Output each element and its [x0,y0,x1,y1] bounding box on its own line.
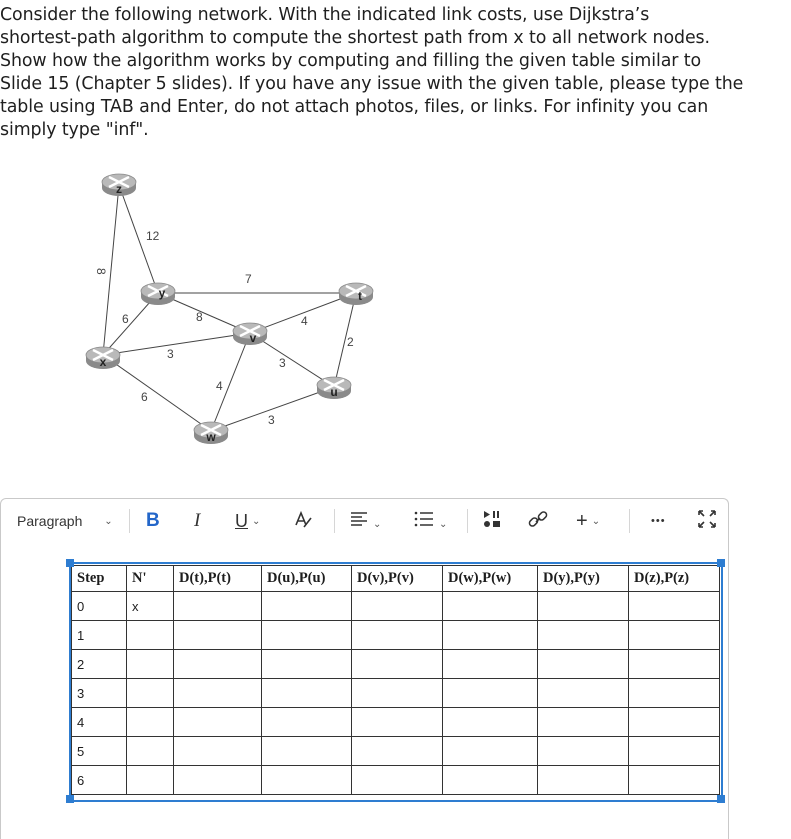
header-step: Step [72,566,127,592]
header-u: D(u),P(u) [262,566,352,592]
n-prime-cell[interactable] [127,621,174,650]
bulleted-list-icon [413,509,435,529]
table-cell[interactable] [352,679,443,708]
align-button[interactable] [349,509,381,533]
toolbar-divider [334,509,335,533]
question-line: Consider the following network. With the indicated link costs, use Dijkstra’s [0,5,650,25]
table-row [72,592,720,621]
table-cell[interactable] [629,766,720,795]
insert-media-button[interactable] [482,509,504,533]
table-cell[interactable] [538,650,629,679]
table-cell[interactable] [629,679,720,708]
table-cell[interactable] [538,737,629,766]
step-cell[interactable]: 4 [72,708,127,737]
table-row [72,737,720,766]
table-cell[interactable] [443,621,538,650]
dijkstra-table[interactable] [71,565,720,795]
node-label-z: z [116,182,122,196]
header-z: D(z),P(z) [629,566,720,592]
plus-icon: + [576,510,588,532]
node-label-v: v [249,331,257,345]
resize-handle-top-right[interactable] [717,559,725,567]
table-cell[interactable] [629,708,720,737]
node-label-y: y [158,286,166,300]
cost-y-t: 7 [245,272,252,286]
router-z-icon [102,174,136,196]
chevron-down-icon: ⌄ [252,516,261,528]
table-cell[interactable] [443,592,538,621]
insert-link-button[interactable] [527,509,549,533]
italic-button[interactable]: I [194,510,201,531]
list-button[interactable] [413,509,447,533]
link-icon [527,509,549,529]
underline-button[interactable] [235,509,260,533]
header-y: D(y),P(y) [538,566,629,592]
editor-toolbar [1,499,728,543]
node-label-t: t [358,289,362,303]
step-cell[interactable]: 3 [72,679,127,708]
step-cell[interactable]: 1 [72,621,127,650]
router-w-icon [194,422,228,444]
table-cell[interactable] [174,621,262,650]
link-x-w [103,355,211,431]
cost-z-x: 8 [94,268,108,275]
table-cell[interactable] [262,708,352,737]
table-cell[interactable] [352,650,443,679]
table-cell[interactable] [538,708,629,737]
bold-button[interactable]: B [146,510,160,531]
node-label-w: w [206,430,216,444]
table-cell[interactable] [629,592,720,621]
n-prime-cell[interactable] [127,766,174,795]
question-line: shortest-path algorithm to compute the shortest path from x to all network nodes. [0,28,710,48]
table-cell[interactable] [629,650,720,679]
header-v: D(v),P(v) [352,566,443,592]
table-cell[interactable] [538,679,629,708]
node-label-u: u [330,385,338,399]
resize-handle-bottom-left[interactable] [66,795,74,803]
table-cell[interactable] [443,708,538,737]
step-cell[interactable]: 6 [72,766,127,795]
cost-t-u: 2 [347,335,354,349]
question-line: Slide 15 (Chapter 5 slides). If you have any issue with the given table, please type the [0,74,744,94]
cost-y-v: 8 [196,310,203,324]
table-row [72,766,720,795]
router-u-icon [317,377,351,399]
cost-x-y: 6 [122,312,129,326]
chevron-down-icon: ⌄ [439,519,448,531]
table-cell[interactable] [629,621,720,650]
step-cell[interactable]: 5 [72,737,127,766]
toolbar-divider [467,509,468,533]
table-cell[interactable] [538,592,629,621]
question-line: Show how the algorithm works by computing and filling the given table similar to [0,51,701,71]
media-icon [482,509,504,529]
router-t-icon [339,283,373,305]
header-t: D(t),P(t) [174,566,262,592]
table-row [72,650,720,679]
fullscreen-icon [697,509,717,529]
cost-w-u: 3 [268,413,275,427]
table-cell[interactable] [262,737,352,766]
table-row [72,621,720,650]
underline-label: U [235,511,248,531]
cost-v-t: 4 [301,314,308,328]
text-color-button[interactable] [292,509,314,533]
table-cell[interactable] [174,592,262,621]
table-cell[interactable] [262,621,352,650]
text-color-icon [292,509,314,531]
table-cell[interactable] [538,766,629,795]
table-cell[interactable] [443,766,538,795]
chevron-down-icon: ⌄ [591,515,601,527]
node-label-x: x [99,355,107,369]
cost-x-v: 3 [167,347,174,361]
table-header-row [72,566,720,592]
table-cell[interactable] [174,650,262,679]
table-cell[interactable] [262,766,352,795]
table-cell[interactable] [262,679,352,708]
more-options-button[interactable]: ••• [651,515,666,527]
step-cell[interactable]: 2 [72,650,127,679]
question-line: simply type "inf". [0,120,149,140]
cost-v-w: 4 [216,379,223,393]
table-cell[interactable] [352,766,443,795]
question-text [0,4,760,142]
table-cell[interactable] [352,737,443,766]
align-left-icon [349,509,369,529]
table-cell[interactable] [443,737,538,766]
toolbar-divider [129,509,130,533]
cost-x-w: 6 [141,390,148,404]
table-cell[interactable] [174,679,262,708]
table-cell[interactable] [352,708,443,737]
n-prime-cell[interactable]: x [127,592,174,621]
network-diagram [70,165,390,455]
n-prime-cell[interactable] [127,708,174,737]
table-cell[interactable] [352,592,443,621]
chevron-down-icon: ⌄ [373,519,382,531]
paragraph-format-label: Paragraph [17,513,83,529]
table-cell[interactable] [629,737,720,766]
link-x-v [103,333,250,355]
table-cell[interactable] [443,679,538,708]
cost-z-y: 12 [146,229,160,243]
table-cell[interactable] [174,737,262,766]
fullscreen-button[interactable] [697,509,717,533]
resize-handle-top-left[interactable] [66,559,74,567]
step-cell[interactable]: 0 [72,592,127,621]
cost-v-u: 3 [279,356,286,370]
n-prime-cell[interactable] [127,737,174,766]
n-prime-cell[interactable] [127,650,174,679]
header-w: D(w),P(w) [443,566,538,592]
chevron-down-icon: ⌄ [104,516,113,528]
table-cell[interactable] [262,650,352,679]
question-line: table using TAB and Enter, do not attach photos, files, or links. For infinity you can [0,97,709,117]
n-prime-cell[interactable] [127,679,174,708]
toolbar-divider [629,509,630,533]
table-cell[interactable] [443,650,538,679]
router-y-icon [141,283,175,305]
table-cell[interactable] [174,708,262,737]
table-cell[interactable] [352,621,443,650]
paragraph-format-dropdown[interactable] [17,509,113,533]
table-row [72,708,720,737]
insert-more-button[interactable] [576,509,600,533]
table-row [72,679,720,708]
table-cell[interactable] [538,621,629,650]
router-v-icon [233,323,267,345]
table-cell[interactable] [174,766,262,795]
router-x-icon [86,347,120,369]
table-cell[interactable] [262,592,352,621]
header-n-prime: N' [127,566,174,592]
resize-handle-bottom-right[interactable] [717,795,725,803]
